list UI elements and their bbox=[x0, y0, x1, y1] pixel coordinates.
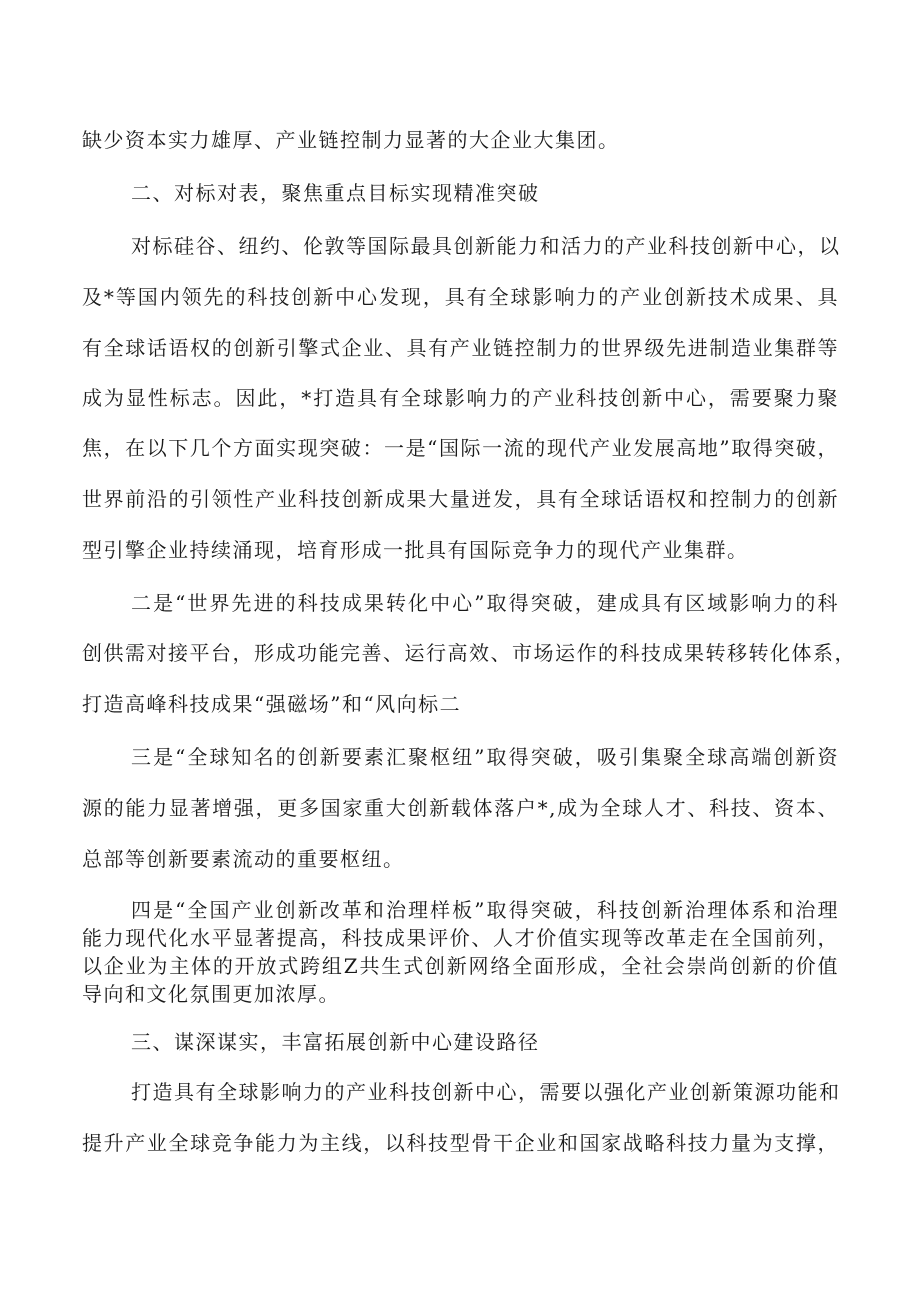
paragraph-line: 世界前沿的引领性产业科技创新成果大量迸发，具有全球话语权和控制力的创新 bbox=[82, 487, 839, 511]
paragraph-line: 提升产业全球竞争能力为主线，以科技型骨干企业和国家战略科技力量为支撑， bbox=[82, 1131, 839, 1155]
paragraph-line: 以企业为主体的开放式跨组Z共生式创新网络全面形成，全社会崇尚创新的价值 bbox=[82, 954, 839, 978]
paragraph-line: 能力现代化水平显著提高，科技成果评价、人才价值实现等改革走在全国前列， bbox=[82, 926, 839, 950]
paragraph-line: 缺少资本实力雄厚、产业链控制力显著的大企业大集团。 bbox=[82, 128, 620, 152]
paragraph-line: 二是“世界先进的科技成果转化中心”取得突破，建成具有区域影响力的科 bbox=[131, 591, 839, 615]
paragraph-line: 打造高峰科技成果“强磁场”和“风向标二 bbox=[82, 692, 462, 716]
paragraph-line: 三是“全球知名的创新要素汇聚枢纽”取得突破，吸引集聚全球高端创新资 bbox=[131, 745, 839, 769]
paragraph-line: 打造具有全球影响力的产业科技创新中心，需要以强化产业创新策源功能和 bbox=[131, 1080, 841, 1104]
paragraph-line: 型引擎企业持续涌现，培育形成一批具有国际竞争力的现代产业集群。 bbox=[82, 538, 749, 562]
paragraph-line: 四是“全国产业创新改革和治理样板”取得突破，科技创新治理体系和治理 bbox=[131, 898, 839, 922]
paragraph-line: 对标硅谷、纽约、伦敦等国际最具创新能力和活力的产业科技创新中心，以 bbox=[131, 234, 841, 258]
paragraph-line: 成为显性标志。因此，*打造具有全球影响力的产业科技创新中心，需要聚力聚 bbox=[82, 386, 839, 410]
section-heading: 二、对标对表，聚焦重点目标实现精准突破 bbox=[131, 181, 540, 205]
paragraph-line: 及*等国内领先的科技创新中心发现，具有全球影响力的产业创新技术成果、具 bbox=[82, 285, 839, 309]
section-heading: 三、谋深谋实，丰富拓展创新中心建设路径 bbox=[131, 1030, 540, 1054]
paragraph-line: 导向和文化氛围更加浓厚。 bbox=[82, 982, 340, 1006]
paragraph-line: 源的能力显著增强，更多国家重大创新载体落户*,成为全球人才、科技、资本、 bbox=[82, 796, 839, 820]
paragraph-line: 创供需对接平台，形成功能完善、运行高效、市场运作的科技成果转移转化体系， bbox=[82, 641, 856, 665]
paragraph-line: 有全球话语权的创新引擎式企业、具有产业链控制力的世界级先进制造业集群等 bbox=[82, 336, 839, 360]
paragraph-line: 总部等创新要素流动的重要枢纽。 bbox=[82, 847, 405, 871]
paragraph-line: 焦，在以下几个方面实现突破：一是“国际一流的现代产业发展高地”取得突破， bbox=[82, 436, 839, 460]
